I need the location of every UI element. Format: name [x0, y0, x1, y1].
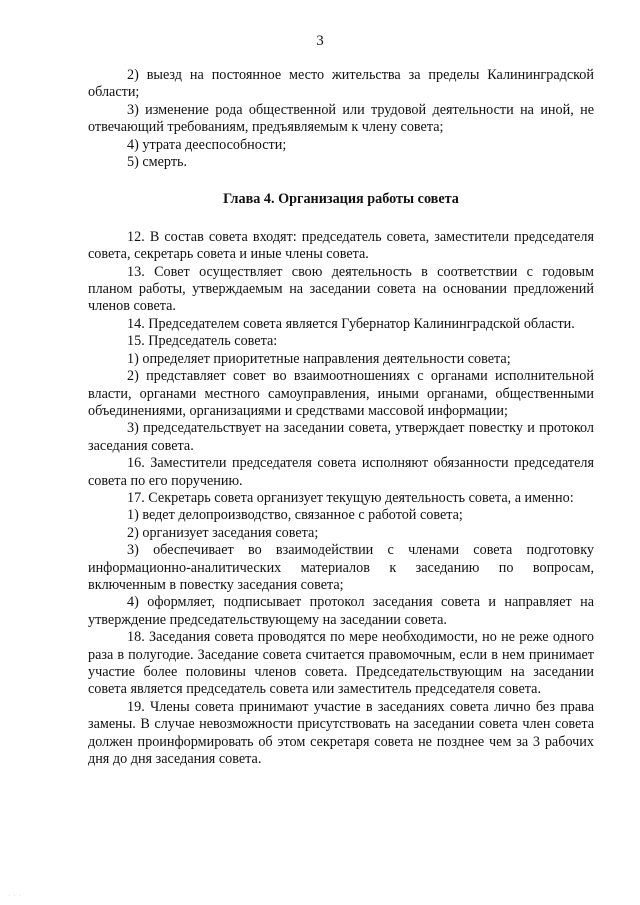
paragraph-12: 12. В состав совета входят: председатель совета, заместители председателя совета, секретарь совета и иные члены совета.: [88, 228, 594, 263]
paragraph-15: 15. Председатель совета:: [127, 333, 278, 350]
paragraph-17-item-2: 2) организует заседания совета;: [127, 524, 319, 541]
paragraph-19: 19. Члены совета принимают участие в заседаниях совета лично без права замены. В случае невозможности присутствовать на заседании совета член совета должен проинформировать об этом секретаря совета не позднее чем за 3 рабочих дня до дня заседания совета.: [88, 698, 594, 768]
paragraph-17-item-3: 3) обеспечивает во взаимодействии с членами совета подготовку информационно-аналитических материалов к заседанию по вопросам, включенным в повестку заседания совета;: [88, 542, 594, 593]
paragraph-16: 16. Заместители председателя совета исполняют обязанности председателя совета по его поручению.: [88, 455, 594, 489]
scan-artifact: · · ·: [8, 893, 22, 899]
chapter-heading: Глава 4. Организация работы совета: [223, 191, 459, 208]
paragraph-17-item-1: 1) ведет делопроизводство, связанное с работой совета;: [127, 507, 463, 524]
paragraph-14: 14. Председателем совета является Губернатор Калининградской области.: [127, 315, 575, 332]
paragraph-item-3: 3) изменение рода общественной или трудовой деятельности на иной, не отвечающий требованиям, предъявляемым к члену совета;: [88, 101, 594, 136]
paragraph-13: 13. Совет осуществляет свою деятельность в соответствии с годовым планом работы, утверждаемым на заседании совета на основании предложений членов совета.: [88, 263, 594, 315]
paragraph-17-item-4: 4) оформляет, подписывает протокол заседания совета и направляет на утверждение председательствующему на заседании совета.: [88, 594, 594, 628]
paragraph-item-5: 5) смерть.: [127, 154, 188, 171]
paragraph-17: 17. Секретарь совета организует текущую деятельность совета, а именно:: [127, 489, 574, 506]
paragraph-item-2: 2) выезд на постоянное место жительства за пределы Калининградской области;: [88, 67, 594, 101]
paragraph-15-item-2: 2) представляет совет во взаимоотношениях с органами исполнительной власти, органами местного самоуправления, иными органами, общественными объединениями, организациями и средствами массовой информации;: [88, 368, 594, 419]
document-body: [88, 67, 594, 768]
paragraph-15-item-3: 3) председательствует на заседании совета, утверждает повестку и протокол заседания совета.: [88, 420, 594, 454]
page-number: 3: [316, 33, 324, 49]
paragraph-15-item-1: 1) определяет приоритетные направления деятельности совета;: [127, 350, 511, 367]
paragraph-item-4: 4) утрата дееспособности;: [127, 136, 287, 153]
paragraph-18: 18. Заседания совета проводятся по мере необходимости, но не реже одного раза в полугодие. Заседание совета считается правомочным, если в нем принимает участие более половины членов совета. Председательствующим на заседании совета является председатель совета или заместитель председателя совета.: [88, 629, 594, 698]
